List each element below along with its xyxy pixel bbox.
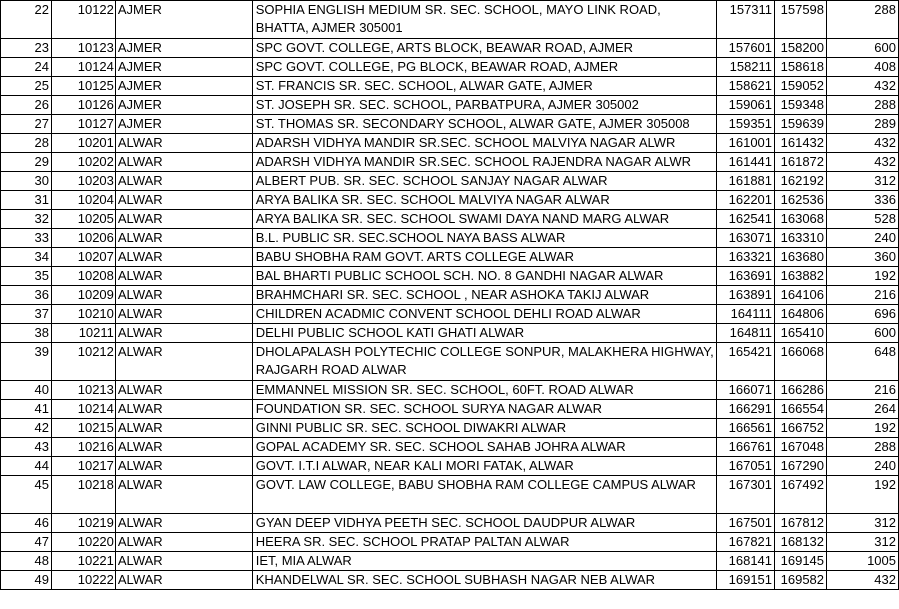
centre-code-cell: 10220 (51, 533, 115, 552)
city-cell: ALWAR (115, 400, 252, 419)
centre-name-cell: BRAHMCHARI SR. SEC. SCHOOL , NEAR ASHOKA TAKIJ ALWAR (252, 286, 716, 305)
centre-code-cell: 10123 (51, 39, 115, 58)
city-cell: AJMER (115, 1, 252, 39)
candidate-count-cell: 192 (827, 419, 899, 438)
serial-number-cell: 31 (1, 191, 52, 210)
roll-to-cell: 159052 (775, 77, 827, 96)
roll-from-cell: 162201 (717, 191, 775, 210)
table-row (1, 115, 899, 134)
serial-number-cell: 33 (1, 229, 52, 248)
roll-to-cell: 166752 (775, 419, 827, 438)
candidate-count-cell: 288 (827, 96, 899, 115)
roll-to-cell: 167812 (775, 514, 827, 533)
table-row (1, 400, 899, 419)
roll-to-cell: 166286 (775, 381, 827, 400)
roll-to-cell: 166068 (775, 343, 827, 381)
centre-code-cell: 10204 (51, 191, 115, 210)
roll-from-cell: 163321 (717, 248, 775, 267)
roll-from-cell: 169151 (717, 571, 775, 590)
roll-from-cell: 166561 (717, 419, 775, 438)
city-cell: ALWAR (115, 476, 252, 514)
table-row (1, 381, 899, 400)
centre-code-cell: 10126 (51, 96, 115, 115)
serial-number-cell: 43 (1, 438, 52, 457)
city-cell: ALWAR (115, 533, 252, 552)
centre-name-cell: ADARSH VIDHYA MANDIR SR.SEC. SCHOOL MALVIYA NAGAR ALWR (252, 134, 716, 153)
table-row (1, 248, 899, 267)
serial-number-cell: 26 (1, 96, 52, 115)
roll-from-cell: 164811 (717, 324, 775, 343)
roll-to-cell: 159348 (775, 96, 827, 115)
centre-name-cell: IET, MIA ALWAR (252, 552, 716, 571)
table-row (1, 210, 899, 229)
table-row (1, 343, 899, 381)
candidate-count-cell: 289 (827, 115, 899, 134)
city-cell: ALWAR (115, 134, 252, 153)
candidate-count-cell: 648 (827, 343, 899, 381)
roll-to-cell: 161872 (775, 153, 827, 172)
centre-name-cell: FOUNDATION SR. SEC. SCHOOL SURYA NAGAR ALWAR (252, 400, 716, 419)
candidate-count-cell: 216 (827, 286, 899, 305)
serial-number-cell: 39 (1, 343, 52, 381)
roll-from-cell: 166071 (717, 381, 775, 400)
table-row (1, 286, 899, 305)
roll-from-cell: 161001 (717, 134, 775, 153)
centre-code-cell: 10217 (51, 457, 115, 476)
city-cell: ALWAR (115, 324, 252, 343)
table-row (1, 267, 899, 286)
candidate-count-cell: 432 (827, 153, 899, 172)
city-cell: AJMER (115, 58, 252, 77)
centre-code-cell: 10122 (51, 1, 115, 39)
serial-number-cell: 49 (1, 571, 52, 590)
centre-name-cell: CHILDREN ACADMIC CONVENT SCHOOL DEHLI ROAD ALWAR (252, 305, 716, 324)
table-row (1, 419, 899, 438)
roll-to-cell: 168132 (775, 533, 827, 552)
candidate-count-cell: 360 (827, 248, 899, 267)
candidate-count-cell: 312 (827, 533, 899, 552)
serial-number-cell: 25 (1, 77, 52, 96)
roll-from-cell: 162541 (717, 210, 775, 229)
city-cell: ALWAR (115, 191, 252, 210)
city-cell: ALWAR (115, 248, 252, 267)
centre-code-cell: 10201 (51, 134, 115, 153)
candidate-count-cell: 288 (827, 1, 899, 39)
serial-number-cell: 37 (1, 305, 52, 324)
serial-number-cell: 44 (1, 457, 52, 476)
table-row (1, 77, 899, 96)
roll-from-cell: 164111 (717, 305, 775, 324)
roll-to-cell: 158618 (775, 58, 827, 77)
roll-to-cell: 159639 (775, 115, 827, 134)
roll-to-cell: 157598 (775, 1, 827, 39)
roll-to-cell: 163882 (775, 267, 827, 286)
centre-name-cell: GOPAL ACADEMY SR. SEC. SCHOOL SAHAB JOHRA ALWAR (252, 438, 716, 457)
city-cell: ALWAR (115, 153, 252, 172)
candidate-count-cell: 336 (827, 191, 899, 210)
roll-from-cell: 166291 (717, 400, 775, 419)
city-cell: AJMER (115, 115, 252, 134)
centre-name-cell: EMMANNEL MISSION SR. SEC. SCHOOL, 60FT. ROAD ALWAR (252, 381, 716, 400)
centre-code-cell: 10127 (51, 115, 115, 134)
centre-name-cell: ARYA BALIKA SR. SEC. SCHOOL MALVIYA NAGAR ALWAR (252, 191, 716, 210)
centre-name-cell: GINNI PUBLIC SR. SEC. SCHOOL DIWAKRI ALWAR (252, 419, 716, 438)
table-row (1, 191, 899, 210)
roll-to-cell: 169582 (775, 571, 827, 590)
centre-name-cell: SPC GOVT. COLLEGE, PG BLOCK, BEAWAR ROAD, AJMER (252, 58, 716, 77)
serial-number-cell: 35 (1, 267, 52, 286)
roll-from-cell: 166761 (717, 438, 775, 457)
city-cell: AJMER (115, 96, 252, 115)
city-cell: ALWAR (115, 457, 252, 476)
serial-number-cell: 22 (1, 1, 52, 39)
centre-code-cell: 10207 (51, 248, 115, 267)
centre-code-cell: 10125 (51, 77, 115, 96)
centre-code-cell: 10212 (51, 343, 115, 381)
candidate-count-cell: 240 (827, 457, 899, 476)
roll-to-cell: 169145 (775, 552, 827, 571)
table-row (1, 134, 899, 153)
serial-number-cell: 40 (1, 381, 52, 400)
candidate-count-cell: 600 (827, 39, 899, 58)
city-cell: ALWAR (115, 267, 252, 286)
centre-name-cell: BAL BHARTI PUBLIC SCHOOL SCH. NO. 8 GANDHI NAGAR ALWAR (252, 267, 716, 286)
candidate-count-cell: 432 (827, 77, 899, 96)
centre-code-cell: 10205 (51, 210, 115, 229)
table-row (1, 153, 899, 172)
candidate-count-cell: 264 (827, 400, 899, 419)
centre-code-cell: 10203 (51, 172, 115, 191)
roll-to-cell: 158200 (775, 39, 827, 58)
table-row (1, 172, 899, 191)
candidate-count-cell: 240 (827, 229, 899, 248)
roll-to-cell: 163310 (775, 229, 827, 248)
centre-name-cell: GYAN DEEP VIDHYA PEETH SEC. SCHOOL DAUDPUR ALWAR (252, 514, 716, 533)
roll-to-cell: 167290 (775, 457, 827, 476)
table-row (1, 571, 899, 590)
centre-name-cell: DHOLAPALASH POLYTECHIC COLLEGE SONPUR, MALAKHERA HIGHWAY, RAJGARH ROAD ALWAR (252, 343, 716, 381)
city-cell: ALWAR (115, 552, 252, 571)
centre-name-cell: ALBERT PUB. SR. SEC. SCHOOL SANJAY NAGAR ALWAR (252, 172, 716, 191)
roll-to-cell: 166554 (775, 400, 827, 419)
centre-name-cell: HEERA SR. SEC. SCHOOL PRATAP PALTAN ALWAR (252, 533, 716, 552)
roll-from-cell: 167501 (717, 514, 775, 533)
centre-code-cell: 10209 (51, 286, 115, 305)
centre-name-cell: ST. THOMAS SR. SECONDARY SCHOOL, ALWAR GATE, AJMER 305008 (252, 115, 716, 134)
city-cell: ALWAR (115, 514, 252, 533)
candidate-count-cell: 288 (827, 438, 899, 457)
candidate-count-cell: 192 (827, 267, 899, 286)
candidate-count-cell: 432 (827, 571, 899, 590)
centre-name-cell: KHANDELWAL SR. SEC. SCHOOL SUBHASH NAGAR NEB ALWAR (252, 571, 716, 590)
serial-number-cell: 42 (1, 419, 52, 438)
serial-number-cell: 34 (1, 248, 52, 267)
centre-name-cell: ADARSH VIDHYA MANDIR SR.SEC. SCHOOL RAJENDRA NAGAR ALWR (252, 153, 716, 172)
roll-from-cell: 163891 (717, 286, 775, 305)
city-cell: AJMER (115, 77, 252, 96)
centre-code-cell: 10206 (51, 229, 115, 248)
centre-name-cell: ST. FRANCIS SR. SEC. SCHOOL, ALWAR GATE, AJMER (252, 77, 716, 96)
serial-number-cell: 48 (1, 552, 52, 571)
roll-to-cell: 165410 (775, 324, 827, 343)
table-row (1, 533, 899, 552)
centre-name-cell: B.L. PUBLIC SR. SEC.SCHOOL NAYA BASS ALWAR (252, 229, 716, 248)
roll-to-cell: 163068 (775, 210, 827, 229)
roll-from-cell: 157601 (717, 39, 775, 58)
centre-name-cell: GOVT. I.T.I ALWAR, NEAR KALI MORI FATAK, ALWAR (252, 457, 716, 476)
city-cell: ALWAR (115, 210, 252, 229)
roll-to-cell: 167492 (775, 476, 827, 514)
table-row (1, 552, 899, 571)
city-cell: ALWAR (115, 381, 252, 400)
centre-code-cell: 10221 (51, 552, 115, 571)
serial-number-cell: 45 (1, 476, 52, 514)
roll-to-cell: 162536 (775, 191, 827, 210)
candidate-count-cell: 312 (827, 172, 899, 191)
city-cell: AJMER (115, 39, 252, 58)
centre-name-cell: GOVT. LAW COLLEGE, BABU SHOBHA RAM COLLEGE CAMPUS ALWAR (252, 476, 716, 514)
roll-to-cell: 167048 (775, 438, 827, 457)
centre-code-cell: 10216 (51, 438, 115, 457)
roll-from-cell: 159061 (717, 96, 775, 115)
table-row (1, 476, 899, 514)
serial-number-cell: 38 (1, 324, 52, 343)
roll-from-cell: 168141 (717, 552, 775, 571)
centre-code-cell: 10215 (51, 419, 115, 438)
candidate-count-cell: 216 (827, 381, 899, 400)
roll-to-cell: 164106 (775, 286, 827, 305)
roll-to-cell: 162192 (775, 172, 827, 191)
roll-from-cell: 158621 (717, 77, 775, 96)
centre-code-cell: 10124 (51, 58, 115, 77)
candidate-count-cell: 696 (827, 305, 899, 324)
roll-from-cell: 163071 (717, 229, 775, 248)
roll-from-cell: 163691 (717, 267, 775, 286)
table-row (1, 438, 899, 457)
city-cell: ALWAR (115, 343, 252, 381)
centre-name-cell: DELHI PUBLIC SCHOOL KATI GHATI ALWAR (252, 324, 716, 343)
centre-name-cell: SPC GOVT. COLLEGE, ARTS BLOCK, BEAWAR ROAD, AJMER (252, 39, 716, 58)
city-cell: ALWAR (115, 286, 252, 305)
centre-name-cell: ST. JOSEPH SR. SEC. SCHOOL, PARBATPURA, AJMER 305002 (252, 96, 716, 115)
serial-number-cell: 24 (1, 58, 52, 77)
roll-from-cell: 167301 (717, 476, 775, 514)
centre-code-cell: 10208 (51, 267, 115, 286)
centre-code-cell: 10218 (51, 476, 115, 514)
roll-to-cell: 161432 (775, 134, 827, 153)
serial-number-cell: 41 (1, 400, 52, 419)
candidate-count-cell: 408 (827, 58, 899, 77)
centre-code-cell: 10202 (51, 153, 115, 172)
serial-number-cell: 46 (1, 514, 52, 533)
centre-name-cell: ARYA BALIKA SR. SEC. SCHOOL SWAMI DAYA NAND MARG ALWAR (252, 210, 716, 229)
roll-from-cell: 159351 (717, 115, 775, 134)
candidate-count-cell: 192 (827, 476, 899, 514)
table-row (1, 1, 899, 39)
candidate-count-cell: 312 (827, 514, 899, 533)
centre-code-cell: 10210 (51, 305, 115, 324)
table-row (1, 229, 899, 248)
roll-from-cell: 161881 (717, 172, 775, 191)
centre-code-cell: 10214 (51, 400, 115, 419)
serial-number-cell: 23 (1, 39, 52, 58)
roll-to-cell: 163680 (775, 248, 827, 267)
serial-number-cell: 30 (1, 172, 52, 191)
centre-name-cell: BABU SHOBHA RAM GOVT. ARTS COLLEGE ALWAR (252, 248, 716, 267)
table-row (1, 96, 899, 115)
serial-number-cell: 29 (1, 153, 52, 172)
city-cell: ALWAR (115, 419, 252, 438)
serial-number-cell: 32 (1, 210, 52, 229)
centre-name-cell: SOPHIA ENGLISH MEDIUM SR. SEC. SCHOOL, MAYO LINK ROAD, BHATTA, AJMER 305001 (252, 1, 716, 39)
centre-code-cell: 10219 (51, 514, 115, 533)
table-row (1, 39, 899, 58)
serial-number-cell: 47 (1, 533, 52, 552)
roll-from-cell: 161441 (717, 153, 775, 172)
city-cell: ALWAR (115, 571, 252, 590)
serial-number-cell: 27 (1, 115, 52, 134)
roll-from-cell: 157311 (717, 1, 775, 39)
candidate-count-cell: 600 (827, 324, 899, 343)
centre-code-cell: 10211 (51, 324, 115, 343)
city-cell: ALWAR (115, 172, 252, 191)
table-row (1, 305, 899, 324)
roll-from-cell: 167051 (717, 457, 775, 476)
table-row (1, 457, 899, 476)
serial-number-cell: 28 (1, 134, 52, 153)
candidate-count-cell: 528 (827, 210, 899, 229)
table-row (1, 324, 899, 343)
candidate-count-cell: 432 (827, 134, 899, 153)
city-cell: ALWAR (115, 229, 252, 248)
candidate-count-cell: 1005 (827, 552, 899, 571)
centre-code-cell: 10213 (51, 381, 115, 400)
centre-code-cell: 10222 (51, 571, 115, 590)
roll-from-cell: 167821 (717, 533, 775, 552)
city-cell: ALWAR (115, 438, 252, 457)
table-row (1, 58, 899, 77)
table-body (1, 1, 899, 590)
roll-from-cell: 158211 (717, 58, 775, 77)
serial-number-cell: 36 (1, 286, 52, 305)
roll-to-cell: 164806 (775, 305, 827, 324)
roll-from-cell: 165421 (717, 343, 775, 381)
table-row (1, 514, 899, 533)
city-cell: ALWAR (115, 305, 252, 324)
